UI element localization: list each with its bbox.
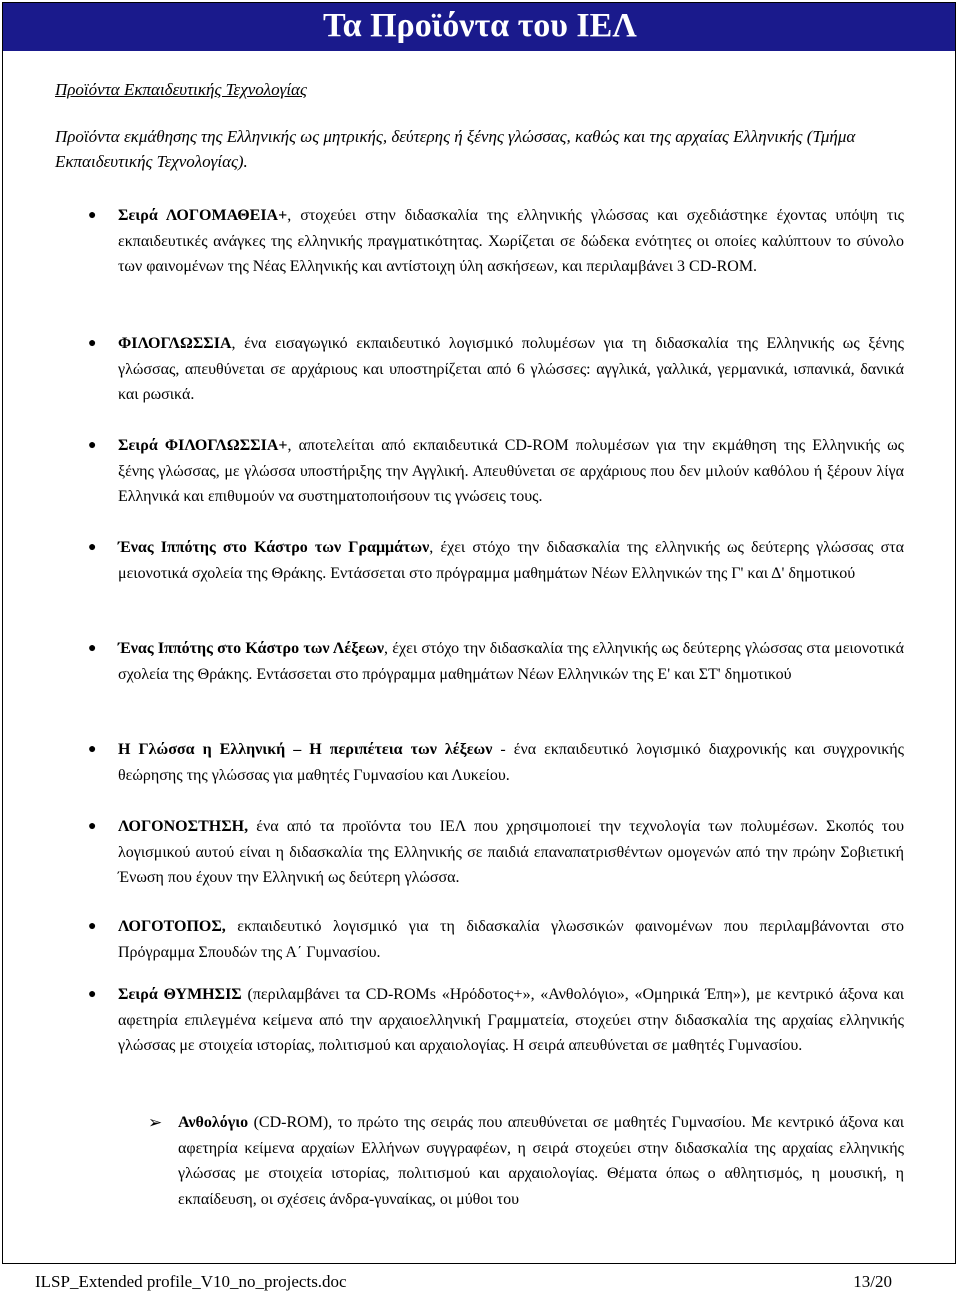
- footer-page-number: 13/20: [853, 1272, 892, 1291]
- item-text: , αποτελείται από εκπαιδευτικά CD-ROM πολυμέσων για την εκμάθηση της Ελληνικής ως ξένης γλώσσας, με γλώσσα υποστήριξης την Αγγλική. Απευθύνεται σε αρχάριους που δεν μιλούν καθόλου ή ξέρουν λίγα Ελληνικά και επιθυμούν να συστηματοποιήσουν τις γνώσεις τους.: [118, 437, 904, 505]
- item-text: , έχει στόχο την διδασκαλία της ελληνικής ως δεύτερης γλώσσας στα μειονοτικά σχολεία της Θράκης. Εντάσσεται στο πρόγραμμα μαθημάτων Νέων Ελληνικών της Γ' και Δ' δημοτικού: [118, 539, 905, 582]
- page-title: Τα Προϊόντα του ΙΕΛ: [323, 7, 637, 44]
- section-heading: Προϊόντα Εκπαιδευτικής Τεχνολογίας: [55, 80, 307, 99]
- item-text: - ένα εκπαιδευτικό λογισμικό διαχρονικής και συγχρονικής θεώρησης της γλώσσας για μαθητές Γυμνασίου και Λυκείου.: [118, 741, 905, 784]
- item-title: Η Γλώσσα η Ελληνική – Η περιπέτεια των λέξεων: [118, 741, 493, 758]
- item-title: ΛΟΓΟΝΟΣΤΗΣΗ,: [118, 818, 249, 835]
- bullet-icon: ●: [88, 540, 97, 555]
- item-text: (CD-ROM), το πρώτο της σειράς που απευθύνεται σε μαθητές Γυμνασίου. Με κεντρικό άξονα και αφετηρία κείμενα αρχαίων Ελλήνων συγγραφέων, η σειρά στοχεύει στην διδασκαλία της αρχαίας ελληνικής γλώσσας με στοιχεία ιστορίας, πολιτισμού και αρχαιολογίας. Θέματα όπως ο αθλητισμός, η μουσική, η εκπαίδευση, οι σχέσεις άνδρα-γυναίκας, οι μύθοι του: [178, 1114, 904, 1208]
- item-text: , ένα εισαγωγικό εκπαιδευτικό λογισμικό πολυμέσων για τη διδασκαλία της Ελληνικής ως ξένης γλώσσας, απευθύνεται σε αρχάριους και υποστηρίζεται από 6 γλώσσες: αγγλικά, γαλλικά, γερμανικά, ισπανικά, δανικά και ρωσικά.: [118, 335, 904, 403]
- footer-filename: ILSP_Extended profile_V10_no_projects.doc: [35, 1272, 347, 1291]
- list-item: [88, 737, 905, 788]
- bullet-icon: ●: [88, 742, 97, 757]
- item-title: Ένας Ιππότης στο Κάστρο των Γραμμάτων: [118, 539, 430, 556]
- item-title: Ανθολόγιο: [178, 1114, 249, 1131]
- item-title: Σειρά ΛΟΓΟΜΑΘΕΙΑ+: [118, 207, 288, 224]
- bullet-icon: ●: [88, 336, 97, 351]
- bullet-icon: ●: [88, 819, 97, 834]
- item-title: Σειρά ΘΥΜΗΣΙΣ: [118, 986, 242, 1003]
- section-intro: Προϊόντα εκμάθησης της Ελληνικής ως μητρικής, δεύτερης ή ξένης γλώσσας, καθώς και της αρχαίας Ελληνικής (Τμήμα Εκπαιδευτικής Τεχνολογίας).: [55, 127, 856, 171]
- bullet-icon: ●: [88, 208, 97, 223]
- item-title: Ένας Ιππότης στο Κάστρο των Λέξεων: [118, 640, 385, 657]
- arrow-bullet-icon: ➢: [148, 1113, 163, 1132]
- item-title: ΛΟΓΟΤΟΠΟΣ,: [118, 918, 226, 935]
- page-footer: [0, 1266, 960, 1295]
- list-item: [88, 636, 904, 687]
- item-title: ΦΙΛΟΓΛΩΣΣΙΑ: [118, 335, 232, 352]
- bullet-icon: ●: [88, 919, 97, 934]
- item-text: εκπαιδευτικό λογισμικό για τη διδασκαλία γλωσσικών φαινομένων που περιλαμβάνονται στο Πρόγραμμα Σπουδών της Α΄ Γυμνασίου.: [118, 918, 904, 961]
- bullet-icon: ●: [88, 987, 97, 1002]
- list-item: [88, 535, 905, 586]
- list-item: [88, 203, 904, 280]
- list-item: [88, 433, 904, 510]
- list-item: [88, 814, 904, 891]
- list-item: [88, 982, 905, 1059]
- bullet-icon: ●: [88, 641, 97, 656]
- item-text: , στοχεύει στην διδασκαλία της ελληνικής γλώσσας και σχεδιάστηκε έχοντας υπόψη τις εκπαιδευτικές ανάγκες της ελληνικής πραγματικότητας. Χωρίζεται σε δώδεκα ενότητες οι οποίες καλύπτουν το σύνολο των φαινομένων της Νέας Ελληνικής και αντίστοιχη ύλη ασκήσεων, και περιλαμβάνει 3 CD-ROM.: [118, 207, 904, 275]
- item-text: ένα από τα προϊόντα του ΙΕΛ που χρησιμοποιεί την τεχνολογία των πολυμέσων. Σκοπός του λογισμικού αυτού είναι η διδασκαλία της Ελληνικής σε παιδιά επαναπατρισθέντων ομογενών από την πρώην Σοβιετική Ένωση που έχουν την Ελληνική ως δεύτερη γλώσσα.: [118, 818, 904, 886]
- sub-list-item: [148, 1110, 904, 1212]
- item-text: , έχει στόχο την διδασκαλία της ελληνικής ως δεύτερης γλώσσας στα μειονοτικά σχολεία της Θράκης. Εντάσσεται στο πρόγραμμα μαθημάτων Νέων Ελληνικών της Ε' και ΣΤ' δημοτικού: [118, 640, 904, 683]
- list-item: [88, 331, 904, 408]
- item-title: Σειρά ΦΙΛΟΓΛΩΣΣΙΑ+: [118, 437, 288, 454]
- item-text: (περιλαμβάνει τα CD-ROMs «Ηρόδοτος+», «Ανθολόγιο», «Ομηρικά Έπη»), με κεντρικό άξονα και αφετηρία επιλεγμένα κείμενα από την αρχαιοελληνική Γραμματεία, στοχεύει στην διδασκαλία της αρχαίας ελληνικής γλώσσας με στοιχεία ιστορίας, πολιτισμού και αρχαιολογίας. Η σειρά απευθύνεται σε μαθητές Γυμνασίου.: [118, 986, 905, 1054]
- header-bar: [3, 3, 955, 51]
- list-item: [88, 914, 904, 965]
- bullet-icon: ●: [88, 438, 97, 453]
- page-frame: [2, 2, 956, 1264]
